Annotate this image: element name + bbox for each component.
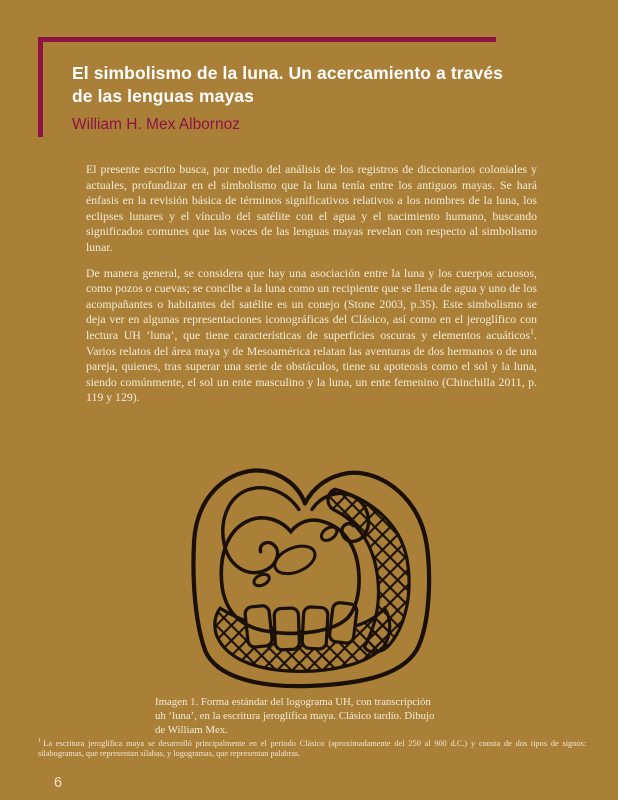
- paragraph-1: El presente escrito busca, por medio del análisis de los registros de diccionarios coloniales y actuales, profundizar en el simbolismo que la luna tenía entre los antiguos mayas. Se hará énfasis en la revisión básica de términos significativos relativos a los nombres de la luna, los eclipses lunares y el vínculo del satélite con el agua y el nacimiento humano, buscando significados comunes que las voces de las lenguas mayas revelan con respecto al simbolismo lunar.: [86, 162, 537, 254]
- footnote-marker: 1: [38, 737, 42, 745]
- accent-rule-left: [38, 37, 43, 137]
- accent-rule-top: [38, 37, 496, 42]
- uh-glyph-drawing: [186, 458, 438, 690]
- article-header: [72, 62, 518, 134]
- paragraph-2-text-cont: . Varios relatos del área maya y de Mesoamérica relatan las aventuras de dos hermanos o de una pareja, quienes, tras superar una serie de obstáculos, tiene su apoteosis como el sol y la luna, siendo comúnmente, el sol un ente masculino y la luna, un ente femenino (Chinchilla 2011, p. 119 y 129).: [86, 327, 537, 405]
- glyph-teeth: [244, 602, 357, 650]
- footnote-text: La escritura jeroglífica maya se desarrolló principalmente en el periodo Clásico (aproximadamente del 250 al 900 d.C.) y consta de dos tipos de signos: silabogramas, que representan sílabas, y logogramas, que representan palabras.: [38, 739, 586, 759]
- footnote: [38, 739, 586, 759]
- article-body: [86, 162, 537, 416]
- figure-uh-glyph: [186, 458, 438, 690]
- paragraph-2-text: De manera general, se considera que hay una asociación entre la luna y los cuerpos acuosos, como pozos o cuevas; se concibe a la luna como un recipiente que se llena de agua y uno de los acompañantes o habitantes del satélite es un conejo (Stone 2003, p.35). Este simbolismo se deja ver en algunas representaciones iconográficas del Clásico, así como en el jeroglífico con lectura UH ‘luna’, que tiene características de superficies oscuras y elementos acuáticos: [86, 265, 537, 342]
- paragraph-2: [86, 266, 537, 406]
- footnote-reference: 1: [530, 327, 535, 337]
- glyph-ovals: [252, 524, 339, 588]
- page-title: El simbolismo de la luna. Un acercamiento a través de las lenguas mayas: [72, 63, 503, 106]
- author-name: William H. Mex Albornoz: [72, 116, 240, 133]
- figure-caption: Imagen 1. Forma estándar del logograma UH, con transcripción uh ‘luna’, en la escritura jeroglífica maya. Clásico tardío. Dibujo de William Mex.: [155, 696, 435, 736]
- page-number: 6: [54, 775, 63, 791]
